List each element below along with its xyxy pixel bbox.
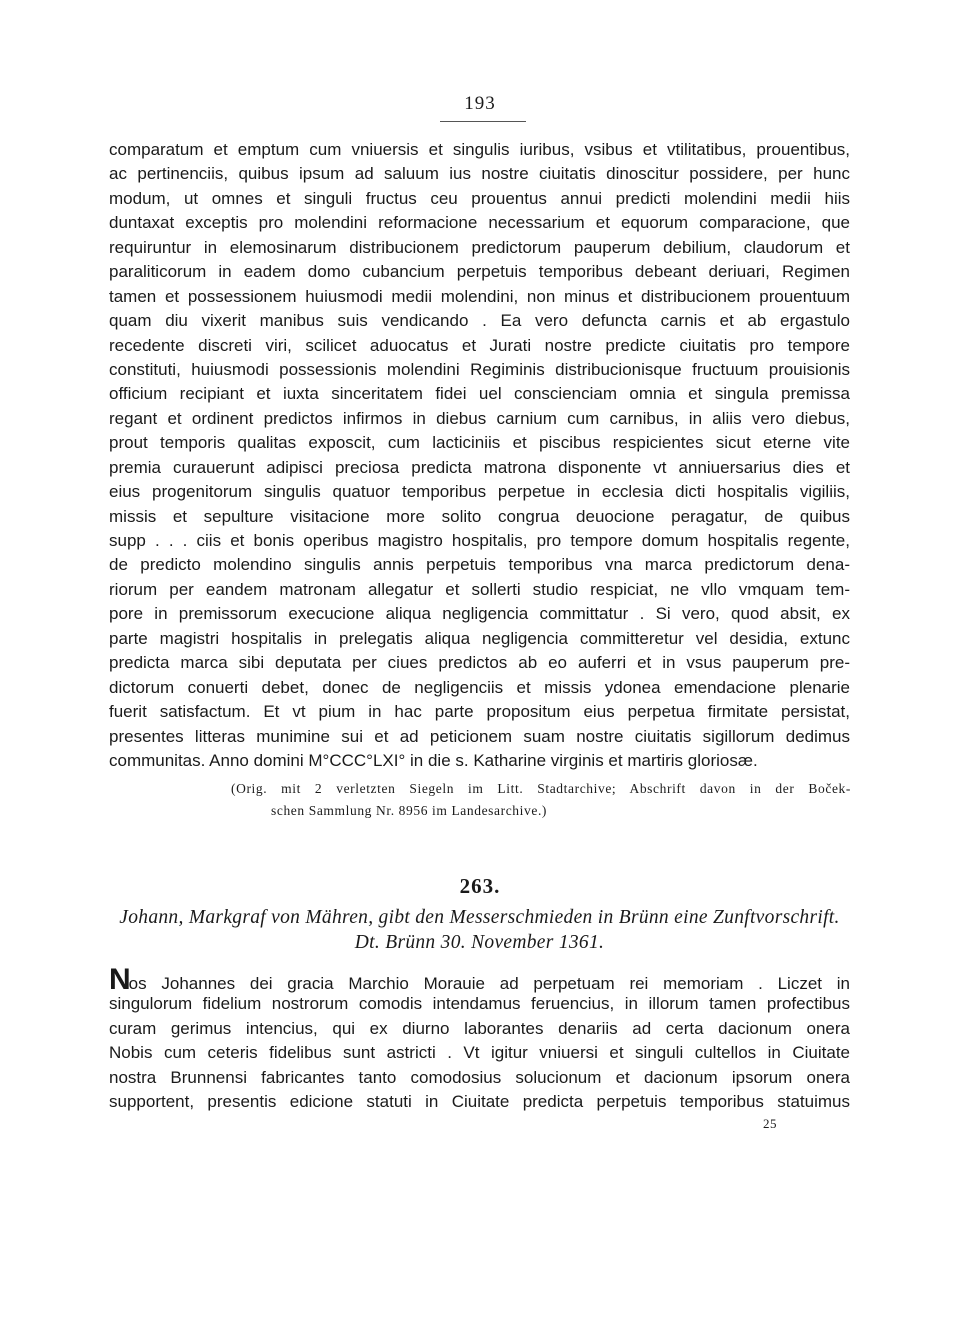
charter-first-line [109,963,850,996]
text-line: communitas. Anno domini M°CCC°LXI° in die s. Katharine virginis et martiris gloriosæ. [109,750,758,770]
text-line: tamen et possessionem huiusmodi medii molendini, non minus et distribucionem prouentuum [109,286,850,306]
initial-letter: N [109,963,129,996]
heading-date-line: Dt. Brünn 30. November 1361. [354,932,605,953]
archival-note [231,778,851,821]
text-line: curam gerimus intencius, qui ex diurno laborantes denariis ad certa dacionum onera [109,1018,850,1038]
text-line: constituti, huiusmodi possessionis molendini Regiminis distribucionisque fructuum prouisionis [109,359,850,379]
text-line: supportent, presentis edicione statuti in Ciuitate predicta perpetuis temporibus statuimus [109,1092,850,1112]
text-line: pore in premissorum execucione aliqua negligencia committatur . Si vero, quod absit, ex [109,604,850,624]
text-line: eius progenitorum singulis quatuor temporibus perpetue in ecclesia dicti hospitalis vigiliis, [109,482,850,502]
signature-mark: 25 [763,1116,777,1131]
document-heading [109,905,850,955]
text-line: quam diu vixerit manibus suis vendicando . Ea vero defuncta carnis et ab ergastulo [109,311,850,331]
text-line: duntaxat exceptis pro molendini reformacione necessarium et equorum comparacione, que [109,213,850,233]
text-line: presentes litteras munimine sui et ad peticionem suam nostre ciuitatis sigillorum dedimus [109,726,850,746]
text-line: premia curauerunt adipisci preciosa predicta matrona disponente vt anniuersarius dies et [109,457,850,477]
note-line: schen Sammlung Nr. 8956 im Landesarchive.) [271,802,548,818]
text-line: supp . . . ciis et bonis operibus magistro hospitalis, pro tempore domum hospitalis regente, [109,531,850,550]
text-line: riorum per eandem matronam allegatur et sollerti studio respiciat, ne vllo vmquam tem- [109,579,850,599]
page-number: 193 [464,93,496,114]
text-line: comparatum et emptum cum vniuersis et singulis iuribus, vsibus et vtilitatibus, prouentibus, [109,140,850,159]
text-line: fuerit satisfactum. Et vt pium in hac parte propositum eius perpetua firmitate persistat, [109,702,850,722]
text-line: parte magistri hospitalis in prelegatis aliqua negligencia committeretur vel desidia, extunc [109,628,850,648]
document-number: 263. [459,874,501,898]
page-number-rule [440,121,526,122]
text-line: regant et ordinent predictos infirmos in diebus carnium cum carnibus, in aliis vero diebus, [109,408,850,428]
text-line: recedente discreti viri, scilicet aduocatus et Jurati nostre predicte ciuitatis pro tempore [109,335,850,355]
text-line: singulorum fidelium nostrorum comodis intendamus feruencius, in illorum tamen profectibus [109,994,850,1014]
text-line: missis et sepulture visitacione more solito congrua deuocione peragatur, de quibus [109,506,850,526]
text-line: de predicto molendino singulis annis perpetuis temporibus vna marca predictorum dena- [109,555,850,575]
text-line: modum, ut omnes et singuli fructus ceu prouentus annui predicti molendini medii hiis [109,188,850,208]
text-line: prout temporis qualitas exposcit, cum lacticiniis et piscibus respicientes sicut eterne vite [109,433,850,453]
text-line: Nobis cum ceteris fidelibus sunt astricti . Vt igitur vniuersi et singuli cultellos in Ciuitate [109,1043,850,1063]
text-line: ac pertinenciis, quibus ipsum ad saluum ius nostre ciuitatis dinoscitur possidere, per hunc [109,164,850,184]
continued-charter-text [109,138,850,773]
text-line: dictorum conuerti debet, donec de negligenciis et missis ydonea emendacione plenarie [109,677,850,697]
heading-line: Johann, Markgraf von Mähren, gibt den Messerschmieden in Brünn eine Zunftvorschrift. [119,907,840,928]
charter-263-text [109,963,850,1115]
first-line-text: os Johannes dei gracia Marchio Morauie ad perpetuam rei memoriam . Liczet in [128,974,850,993]
text-line: nostra Brunnensi fabricantes tanto comodosius solucionum et dacionum ipsorum onera [109,1067,850,1087]
text-line: predicta marca sibi deputata per ciues predictos ab eo auferri et in vsus pauperum pre- [109,653,850,673]
text-line: officium recipiant et iuxta sinceritatem fidei uel conscienciam omnia et singula premissa [109,384,850,404]
text-line: requiruntur in elemosinarum distribucionem predictorum pauperum debilium, claudorum et [109,237,850,257]
text-line: paraliticorum in eadem domo cubancium perpetuis temporibus debeant deriuari, Regimen [109,262,850,282]
note-line: (Orig. mit 2 verletzten Siegeln im Litt. Stadtarchive; Abschrift davon in der Boček- [231,781,851,796]
